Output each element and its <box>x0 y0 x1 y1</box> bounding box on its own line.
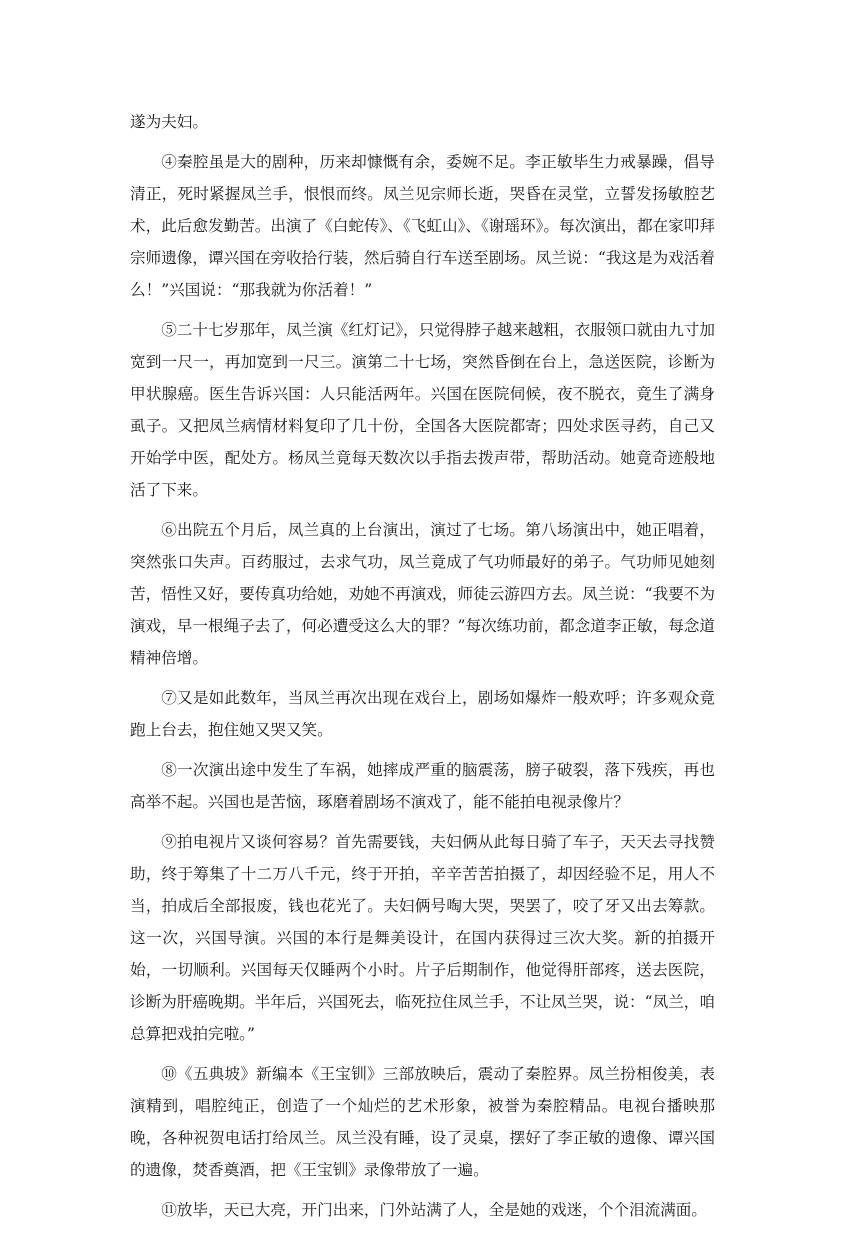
paragraph-11: ⑪放毕，天已大亮，开门出来，门外站满了人，全是她的戏迷，个个泪流满面。 <box>161 1201 707 1219</box>
paragraph-4: ④秦腔虽是大的剧种，历来却慷慨有余，委婉不足。李正敏毕生力戒暴躁，倡导清正，死时紧握凤兰手，恨恨而终。凤兰见宗师长逝，哭昏在灵堂，立誓发扬敏腔艺术，此后愈发勤苦。出演了《白蛇传》、《飞虹山》、《谢瑶环》。每次演出，都在家叩拜宗师遗像，谭兴国在旁收拾行装，然后骑自行车送至剧场。凤兰说：“我这是为戏活着么！”兴国说：“那我就为你活着！” <box>130 153 715 299</box>
paragraph-6: ⑥出院五个月后，凤兰真的上台演出，演过了七场。第八场演出中，她正唱着，突然张口失声。百药服过，去求气功，凤兰竟成了气功师最好的弟子。气功师见她刻苦，悟性又好，要传真功给她，劝她不再演戏，师徒云游四方去。凤兰说：“我要不为演戏，早一根绳子去了，何必遭受这么大的罪？”每次练功前，都念道李正敏，每念道精神倍增。 <box>130 521 715 667</box>
article-body <box>130 106 715 1234</box>
paragraph-continuation: 遂为夫妇。 <box>130 113 208 131</box>
paragraph-10: ⑩《五典坡》新编本《王宝钏》三部放映后，震动了秦腔界。凤兰扮相俊美，表演精到，唱腔纯正，创造了一个灿烂的艺术形象，被誉为秦腔精品。电视台播映那晚，各种祝贺电话打给凤兰。凤兰没有睡，设了灵桌，摆好了李正敏的遗像、谭兴国的遗像，焚香奠酒，把《王宝钏》录像带放了一遍。 <box>130 1065 715 1179</box>
paragraph-9: ⑨拍电视片又谈何容易？首先需要钱，夫妇俩从此每日骑了车子，天天去寻找赞助，终于筹集了十二万八千元，终于开拍，辛辛苦苦拍摄了，却因经验不足，用人不当，拍成后全部报废，钱也花光了。夫妇俩号啕大哭，哭罢了，咬了牙又出去筹款。这一次，兴国导演。兴国的本行是舞美设计，在国内获得过三次大奖。新的拍摄开始，一切顺利。兴国每天仅睡两个小时。片子后期制作，他觉得肝部疼，送去医院，诊断为肝癌晚期。半年后，兴国死去，临死拉住凤兰手，不让凤兰哭，说：“凤兰，咱总算把戏拍完啦。” <box>130 833 715 1043</box>
paragraph-7: ⑦又是如此数年，当凤兰再次出现在戏台上，剧场如爆炸一般欢呼；许多观众竟跑上台去，抱住她又哭又笑。 <box>130 689 715 739</box>
paragraph-8: ⑧一次演出途中发生了车祸，她摔成严重的脑震荡，膀子破裂，落下残疾，再也高举不起。兴国也是苦恼，琢磨着剧场不演戏了，能不能拍电视录像片？ <box>130 761 715 811</box>
paragraph-5: ⑤二十七岁那年，凤兰演《红灯记》，只觉得脖子越来越粗，衣服领口就由九寸加宽到一尺一，再加宽到一尺三。演第二十七场，突然昏倒在台上，急送医院，诊断为甲状腺癌。医生告诉兴国：人只能活两年。兴国在医院伺候，夜不脱衣，竟生了满身虱子。又把凤兰病情材料复印了几十份，全国各大医院都寄；四处求医寻药，自己又开始学中医，配处方。杨凤兰竟每天数次以手指去拨声带，帮助活动。她竟奇迹般地活了下来。 <box>130 321 715 499</box>
